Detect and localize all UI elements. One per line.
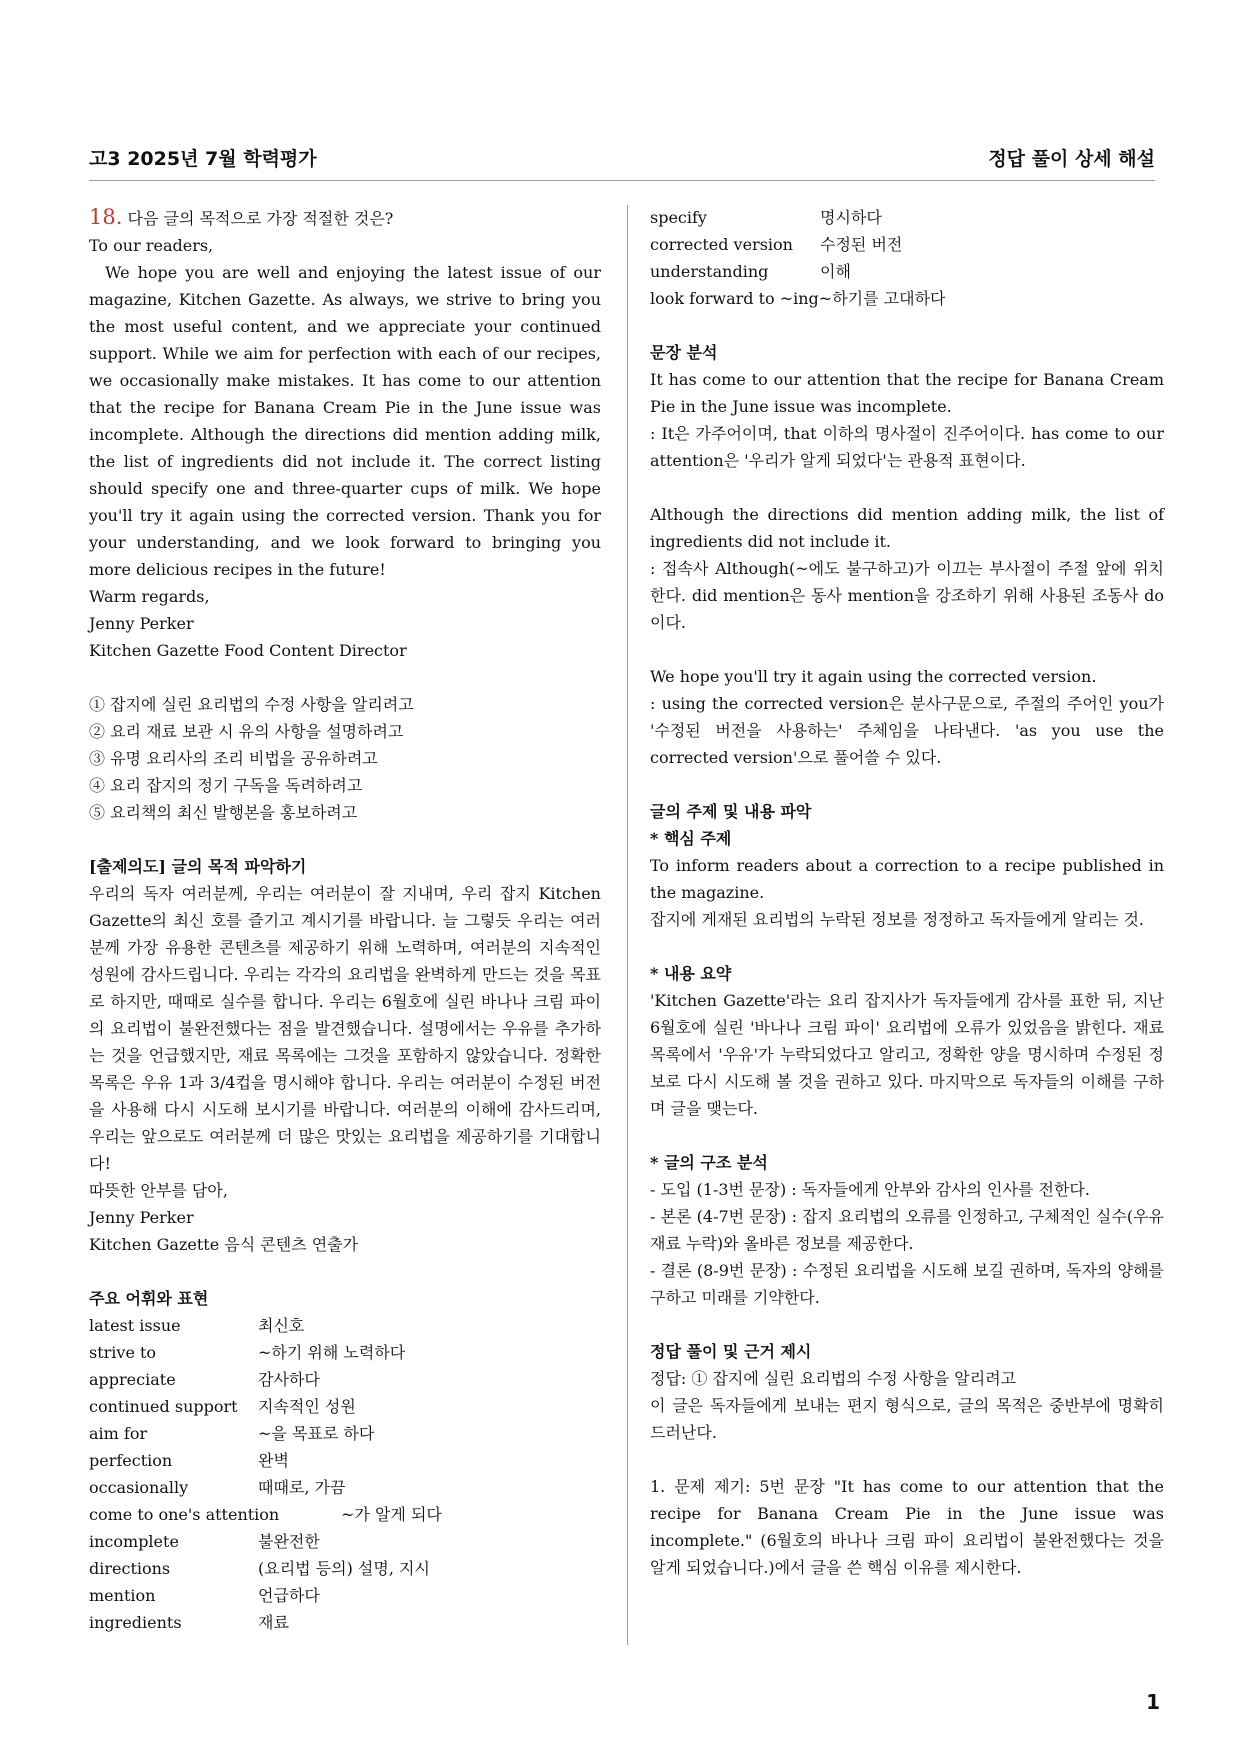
intent-name: Jenny Perker	[89, 1208, 194, 1227]
vocab-row	[89, 1555, 601, 1582]
structure-intro: - 도입 (1-3번 문장) : 독자들에게 안부와 감사의 인사를 전한다.	[650, 1180, 1090, 1199]
vocab-ko: ~가 알게 되다	[341, 1505, 442, 1524]
passage-salutation: To our readers,	[89, 236, 214, 255]
vocab-ko: 언급하다	[258, 1586, 320, 1605]
vocab-ko: 명시하다	[820, 208, 882, 227]
vocab-en: ingredients	[89, 1613, 182, 1632]
vocab-ko: ~하기 위해 노력하다	[258, 1343, 406, 1362]
intent-translation: 우리의 독자 여러분께, 우리는 여러분이 잘 지내며, 우리 잡지 Kitchen Gazette의 최신 호를 즐기고 계시기를 바랍니다. 늘 그렇듯 우리는 여러분께 가장 유용한 콘텐츠를 제공하기 위해 노력하며, 여러분의 지속적인 성원에 감사드립니다. 우리는 각각의 요리법을 완벽하게 만드는 것을 목표로 하지만, 때때로 실수를 합니다. 우리는 6월호에 실린 바나나 크림 파이의 요리법이 불완전했다는 점을 발견했습니다. 설명에서는 우유를 추가하는 것을 언급했지만, 재료 목록에는 그것을 포함하지 않았습니다. 정확한 목록은 우유 1과 3/4컵을 명시해야 합니다. 우리는 여러분이 수정된 버전을 사용해 다시 시도해 보시기를 바랍니다. 여러분의 이해에 감사드리며, 우리는 앞으로도 여러분께 더 많은 맛있는 요리법을 제공하기를 기대합니다!	[89, 884, 601, 1173]
vocab-row	[89, 1339, 601, 1366]
vocab-en: perfection	[89, 1451, 173, 1470]
vocab-ko: ~을 목표로 하다	[258, 1424, 375, 1443]
vocab-en: mention	[89, 1586, 156, 1605]
vocab-en: occasionally	[89, 1478, 189, 1497]
vocab-row	[89, 1366, 601, 1393]
analysis-note-2: : 접속사 Although(~에도 불구하고)가 이끄는 부사절이 주절 앞에 위치한다. did mention은 동사 mention을 강조하기 위해 사용된 조동사 do이다.	[650, 559, 1164, 632]
vocab-ko: 불완전한	[258, 1532, 320, 1551]
vocab-row	[89, 1312, 601, 1339]
intent-closing: 따뜻한 안부를 담아,	[89, 1181, 228, 1200]
vocab-en: corrected version	[650, 235, 793, 254]
choice-5: ⑤ 요리책의 최신 발행본을 홍보하려고	[89, 803, 358, 822]
choice-4: ④ 요리 잡지의 정기 구독을 독려하려고	[89, 776, 363, 795]
answer-line: 정답: ① 잡지에 실린 요리법의 수정 사항을 알리려고	[650, 1369, 1017, 1388]
structure-conclusion: - 결론 (8-9번 문장) : 수정된 요리법을 시도해 보길 권하며, 독자의 양해를 구하고 미래를 기약한다.	[650, 1261, 1164, 1307]
theme-heading: 글의 주제 및 내용 파악	[650, 802, 812, 821]
vocab-ko: 때때로, 가끔	[258, 1478, 346, 1497]
exam-title: 고3 2025년 7월 학력평가	[89, 148, 317, 170]
vocab-ko: 완벽	[258, 1451, 289, 1470]
answer-point-1: 1. 문제 제기: 5번 문장 "It has come to our attention that the recipe for Banana Cream Pie in the June issue was incomplete." (6월호의 바나나 크림 파이 요리법이 불완전했다는 것을 알게 되었습니다.)에서 글을 쓴 핵심 이유를 제시한다.	[650, 1477, 1164, 1577]
vocab-en: come to one's attention	[89, 1505, 280, 1524]
vocab-row	[650, 231, 1164, 258]
vocab-ko: 지속적인 성원	[258, 1397, 356, 1416]
intent-title: Kitchen Gazette 음식 콘텐츠 연출가	[89, 1235, 359, 1254]
left-column	[89, 204, 601, 1636]
intent-heading: [출제의도] 글의 목적 파악하기	[89, 857, 307, 876]
question-line	[89, 204, 601, 232]
answer-heading: 정답 풀이 및 근거 제시	[650, 1342, 812, 1361]
core-theme-heading: * 핵심 주제	[650, 829, 732, 848]
vocab-en: appreciate	[89, 1370, 176, 1389]
vocab-en: latest issue	[89, 1316, 181, 1335]
vocab-en: directions	[89, 1559, 171, 1578]
vocab-row	[89, 1393, 601, 1420]
passage-body: We hope you are well and enjoying the latest issue of our magazine, Kitchen Gazette. As always, we strive to bring you the most useful content, and we appreciate your continued support. While we aim for perfection with each of our recipes, we occasionally make mistakes. It has come to our attention that the recipe for Banana Cream Pie in the June issue was incomplete. Although the directions did mention adding milk, the list of ingredients did not include it. The correct listing should specify one and three-quarter cups of milk. We hope you'll try it again using the corrected version. Thank you for your understanding, and we look forward to bringing you more delicious recipes in the future!	[89, 263, 601, 579]
section-title: 정답 풀이 상세 해설	[988, 148, 1155, 170]
vocab-ko: 수정된 버전	[820, 235, 903, 254]
structure-body: - 본론 (4-7번 문장) : 잡지 요리법의 오류를 인정하고, 구체적인 실수(우유 재료 누락)와 올바른 정보를 제공한다.	[650, 1207, 1164, 1253]
passage-name: Jenny Perker	[89, 614, 194, 633]
vocab-ko: 최신호	[258, 1316, 305, 1335]
passage-closing: Warm regards,	[89, 587, 210, 606]
question-prompt: 다음 글의 목적으로 가장 적절한 것은?	[127, 209, 394, 228]
structure-heading: * 글의 구조 분석	[650, 1153, 768, 1172]
vocab-ko: 이해	[820, 262, 851, 281]
vocab-ko: 감사하다	[258, 1370, 320, 1389]
vocab-ko: (요리법 등의) 설명, 지시	[258, 1559, 430, 1578]
choice-2: ② 요리 재료 보관 시 유의 사항을 설명하려고	[89, 722, 404, 741]
vocab-row	[650, 204, 1164, 231]
vocab-en: strive to	[89, 1343, 157, 1362]
analysis-note-3: : using the corrected version은 분사구문으로, 주절의 주어인 you가 '수정된 버전을 사용하는' 주체임을 나타낸다. 'as you use the corrected version'으로 풀어쓸 수 있다.	[650, 694, 1164, 767]
question-number: 18.	[89, 205, 123, 229]
vocab-row	[89, 1582, 601, 1609]
analysis-sentence-2: Although the directions did mention adding milk, the list of ingredients did not include it.	[650, 505, 1164, 551]
analysis-heading: 문장 분석	[650, 343, 718, 362]
vocab-row	[89, 1609, 601, 1636]
answer-explain: 이 글은 독자들에게 보내는 편지 형식으로, 글의 목적은 중반부에 명확히 드러난다.	[650, 1396, 1164, 1442]
page-header	[89, 140, 1155, 181]
vocab-row	[89, 1420, 601, 1447]
vocab-row	[650, 258, 1164, 285]
vocab-en: specify	[650, 208, 707, 227]
analysis-sentence-3: We hope you'll try it again using the corrected version.	[650, 667, 1097, 686]
choice-3: ③ 유명 요리사의 조리 비법을 공유하려고	[89, 749, 378, 768]
vocab-en: continued support	[89, 1397, 238, 1416]
vocab-row	[89, 1528, 601, 1555]
column-divider	[627, 205, 628, 1645]
analysis-sentence-1: It has come to our attention that the recipe for Banana Cream Pie in the June issue was incomplete.	[650, 370, 1164, 416]
vocab-en: understanding	[650, 262, 769, 281]
analysis-note-1: : It은 가주어이며, that 이하의 명사절이 진주어이다. has come to our attention은 '우리가 알게 되었다'는 관용적 표현이다.	[650, 424, 1164, 470]
vocab-row	[89, 1447, 601, 1474]
vocab-last-line: look forward to ~ing~하기를 고대하다	[650, 289, 946, 308]
core-theme-ko: 잡지에 게재된 요리법의 누락된 정보를 정정하고 독자들에게 알리는 것.	[650, 910, 1144, 929]
vocab-ko: 재료	[258, 1613, 289, 1632]
summary-heading: * 내용 요약	[650, 964, 732, 983]
vocab-heading: 주요 어휘와 표현	[89, 1289, 209, 1308]
choice-1: ① 잡지에 실린 요리법의 수정 사항을 알리려고	[89, 695, 414, 714]
right-column	[650, 204, 1164, 1581]
vocab-en: aim for	[89, 1424, 148, 1443]
page-number: 1	[1146, 1690, 1160, 1714]
vocab-en: incomplete	[89, 1532, 179, 1551]
core-theme-en: To inform readers about a correction to a recipe published in the magazine.	[650, 856, 1164, 902]
summary-text: 'Kitchen Gazette'라는 요리 잡지사가 독자들에게 감사를 표한 뒤, 지난 6월호에 실린 '바나나 크림 파이' 요리법에 오류가 있었음을 밝힌다. 재료 목록에서 '우유'가 누락되었다고 알리고, 정확한 양을 명시하며 수정된 정보로 다시 시도해 볼 것을 권하고 있다. 마지막으로 독자들의 이해를 구하며 글을 맺는다.	[650, 991, 1164, 1118]
vocab-row	[89, 1474, 601, 1501]
passage-title: Kitchen Gazette Food Content Director	[89, 641, 407, 660]
vocab-row	[89, 1501, 601, 1528]
